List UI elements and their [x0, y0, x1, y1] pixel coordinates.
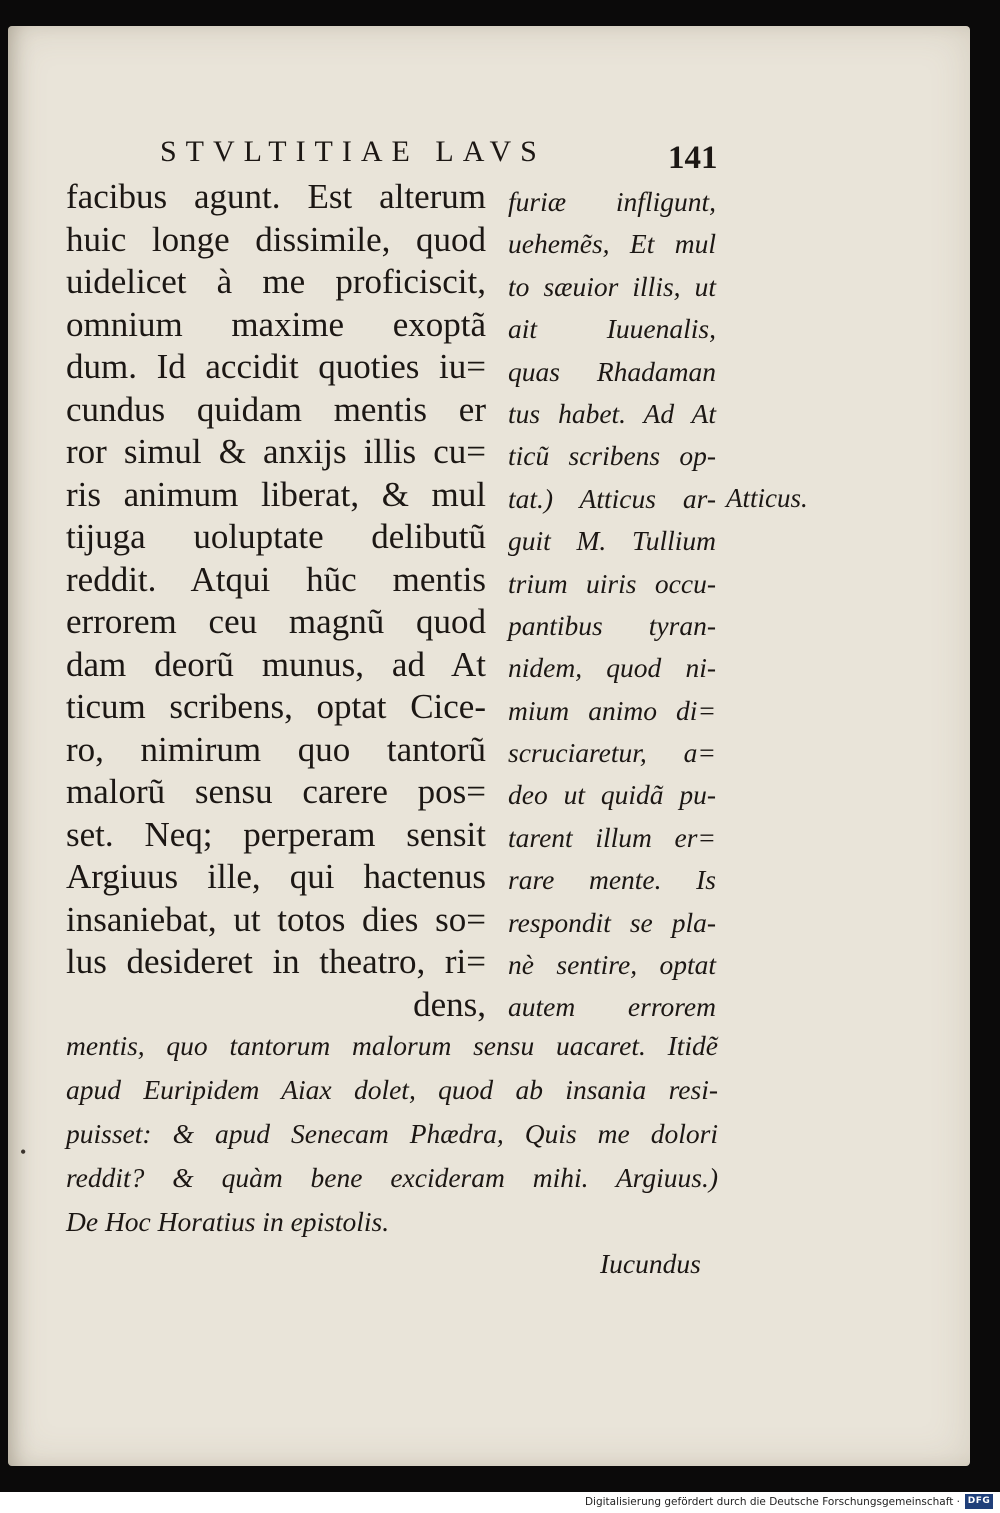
margin-note: Atticus. [726, 483, 808, 513]
gloss-bottom-line: mentis, quo tantorum malorum sensu uacaret. Itidẽ [66, 1030, 718, 1061]
main-text-line: lus desideret in theatro, ri= [66, 942, 486, 981]
main-text-line: ris animum liberat, & mul [66, 474, 486, 514]
main-text-line: set. Neq; perperam sensit [66, 814, 486, 854]
main-text-line: tijuga uoluptate delibutũ [66, 517, 486, 556]
gloss-line: tat.) Atticus ar- [508, 482, 716, 514]
gloss-column [508, 181, 716, 1029]
ink-blot: • [20, 1142, 27, 1162]
main-text-line: dens, [413, 984, 486, 1024]
gloss-line: rare mente. Is [508, 864, 716, 896]
gloss-line: autem errorem [508, 991, 716, 1023]
gloss-line: ait Iuuenalis, [508, 313, 716, 345]
main-text-line: Argiuus ille, qui hactenus [66, 857, 486, 896]
main-text-line: reddit. Atqui hũc mentis [66, 559, 486, 599]
main-text-line: ro, nimirum quo tantorũ [66, 729, 486, 769]
gloss-bottom-line: puisset: & apud Senecam Phædra, Quis me dolori [66, 1118, 718, 1149]
catchword: Iucundus [600, 1248, 701, 1279]
gloss-line: nè sentire, optat [508, 949, 716, 981]
gloss-line: ticũ scribens op- [508, 440, 716, 472]
gloss-line: pantibus tyran- [508, 609, 716, 641]
gloss-line: deo ut quidã pu- [508, 779, 716, 811]
main-text-column [66, 176, 486, 1026]
main-text-line: cundus quidam mentis er [66, 389, 486, 429]
main-text-line: dum. Id accidit quoties iu= [66, 347, 486, 386]
gloss-line: trium uiris occu- [508, 567, 716, 599]
gloss-line: quas Rhadaman [508, 355, 716, 387]
running-head: STVLTITIAE LAVS [160, 135, 546, 168]
footer-bar [0, 1492, 1000, 1513]
gloss-bottom-line: apud Euripidem Aiax dolet, quod ab insania resi- [66, 1074, 718, 1105]
gloss-bottom-block [66, 1024, 718, 1244]
gloss-bottom-line: reddit? & quàm bene excideram mihi. Argiuus.) [66, 1162, 718, 1193]
main-text-line: facibus agunt. Est alterum [66, 177, 486, 216]
gloss-line: tarent illum er= [508, 821, 716, 853]
dfg-logo: DFG [965, 1494, 993, 1509]
main-text-line: omnium maxime exoptã [66, 304, 486, 344]
main-text-line: malorũ sensu carere pos= [66, 772, 486, 811]
gloss-line: mium animo di= [508, 694, 716, 726]
gloss-line: to sæuior illis, ut [508, 270, 716, 302]
main-text-line: insaniebat, ut totos dies so= [66, 899, 486, 939]
gloss-line: scruciaretur, a= [508, 737, 716, 769]
gloss-line: respondit se pla- [508, 906, 716, 938]
main-text-line: ticum scribens, optat Cice- [66, 687, 486, 726]
gloss-line: furiæ infligunt, [508, 186, 716, 217]
gloss-bottom-line: De Hoc Horatius in epistolis. [66, 1206, 390, 1237]
main-text-line: uidelicet à me proficiscit, [66, 262, 486, 301]
footer-credit: Digitalisierung gefördert durch die Deutsche Forschungsgemeinschaft · [584, 1496, 960, 1508]
main-text-line: ror simul & anxijs illis cu= [66, 432, 486, 471]
main-text-line: huic longe dissimile, quod [66, 219, 486, 259]
page-number: 141 [668, 140, 718, 176]
gloss-line: uehemẽs, Et mul [508, 228, 716, 260]
gloss-line: guit M. Tullium [508, 525, 716, 557]
main-text-line: errorem ceu magnũ quod [66, 602, 486, 641]
gloss-line: tus habet. Ad At [508, 397, 716, 429]
main-text-line: dam deorũ munus, ad At [66, 644, 486, 684]
gloss-line: nidem, quod ni- [508, 652, 716, 684]
